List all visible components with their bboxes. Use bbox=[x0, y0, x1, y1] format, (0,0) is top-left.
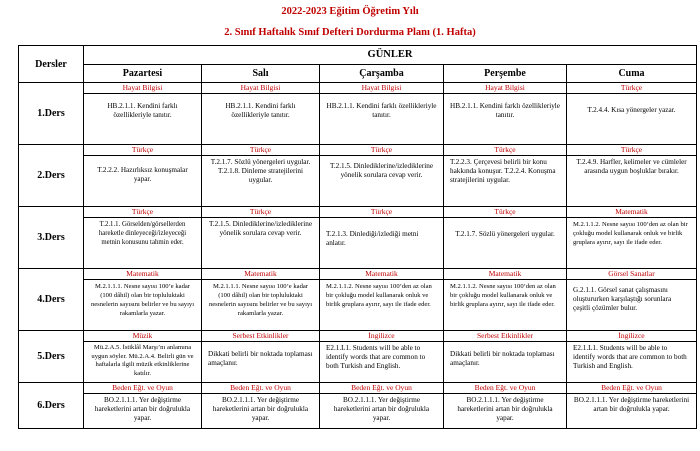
subject-label: Hayat Bilgisi bbox=[444, 83, 566, 94]
subject-label: Türkçe bbox=[444, 207, 566, 218]
plan-cell bbox=[320, 83, 444, 145]
objective-text: BO.2.1.1.1. Yer değiştirme hareketlerini artan bir doğrulukla yapar. bbox=[94, 396, 191, 422]
subject-label: Matematik bbox=[444, 269, 566, 280]
subject-label: Matematik bbox=[84, 269, 201, 280]
subject-label: Hayat Bilgisi bbox=[320, 83, 443, 94]
objective-text: T.2.1.5. Dinlediklerine/izlediklerine yönelik sorulara cevap verir. bbox=[329, 162, 434, 179]
objective-text: BO.2.1.1.1. Yer değiştirme hareketlerini artan bir doğrulukla yapar. bbox=[573, 396, 690, 413]
subject-label: Müzik bbox=[84, 331, 201, 342]
objective-text: M.2.1.1.2. Nesne sayısı 100’den az olan bir çokluğu model kullanarak onluk ve birlik gruplara ayırır, sayı ile ifade eder. bbox=[573, 221, 688, 246]
objective-text: Mü.2.A.5. İstiklâl Marşı’nı anlamına uygun söyler. Mü.2.A.4. Belirli gün ve haftalarla ilgili müzik etkinliklerine katılır. bbox=[91, 344, 194, 377]
document-title: 2022-2023 Eğitim Öğretim Yılı bbox=[281, 6, 419, 17]
subject-label: Beden Eğt. ve Oyun bbox=[567, 383, 696, 394]
plan-cell bbox=[567, 269, 697, 331]
table-row bbox=[19, 383, 697, 429]
table-row bbox=[19, 331, 697, 383]
lesson-label: 1.Ders bbox=[19, 83, 84, 145]
lesson-label: 2.Ders bbox=[19, 145, 84, 207]
lesson-label: 3.Ders bbox=[19, 207, 84, 269]
plan-cell bbox=[320, 269, 444, 331]
plan-cell bbox=[84, 383, 202, 429]
subject-label: Türkçe bbox=[202, 145, 319, 156]
plan-cell bbox=[567, 83, 697, 145]
objective-text: BO.2.1.1.1. Yer değiştirme hareketlerini artan bir doğrulukla yapar. bbox=[457, 396, 553, 422]
weekly-plan-table bbox=[18, 45, 697, 429]
subject-label: Serbest Etkinlikler bbox=[444, 331, 566, 342]
objective-text: T.2.2.3. Çerçevesi belirli bir konu hakkında konuşur. T.2.2.4. Konuşma stratejilerini uygular. bbox=[450, 158, 556, 184]
objective-text: T.2.2.2. Hazırlıksız konuşmalar yapar. bbox=[97, 166, 188, 183]
plan-cell bbox=[567, 207, 697, 269]
subject-label: Hayat Bilgisi bbox=[202, 83, 319, 94]
plan-cell bbox=[567, 145, 697, 207]
plan-cell bbox=[444, 269, 567, 331]
plan-cell bbox=[84, 269, 202, 331]
lesson-label: 5.Ders bbox=[19, 331, 84, 383]
subject-label: Türkçe bbox=[320, 207, 443, 218]
objective-text: M.2.1.1.2. Nesne sayısı 100’den az olan bir çokluğu model kullanarak onluk ve birlik gruplara ayırır, sayı ile ifade eder. bbox=[326, 283, 432, 308]
plan-cell bbox=[202, 207, 320, 269]
subject-label: İngilizce bbox=[320, 331, 443, 342]
plan-cell bbox=[444, 331, 567, 383]
subject-label: Beden Eğt. ve Oyun bbox=[320, 383, 443, 394]
plan-cell bbox=[84, 331, 202, 383]
subject-label: Matematik bbox=[320, 269, 443, 280]
plan-cell bbox=[84, 207, 202, 269]
day-header-thursday: Perşembe bbox=[444, 64, 567, 83]
objective-text: Dikkati belirli bir noktada toplaması amaçlanır. bbox=[208, 350, 313, 367]
plan-cell bbox=[444, 383, 567, 429]
objective-text: M.2.1.1.1. Nesne sayısı 100’e kadar (100 dâhil) olan bir topluluktaki nesnelerin sayısını belirler ve bu sayıyı rakamlarla yazar. bbox=[90, 283, 195, 317]
subject-label: Beden Eğt. ve Oyun bbox=[202, 383, 319, 394]
table-row bbox=[19, 207, 697, 269]
plan-cell bbox=[202, 383, 320, 429]
plan-cell bbox=[444, 207, 567, 269]
plan-cell bbox=[444, 83, 567, 145]
subject-label: Beden Eğt. ve Oyun bbox=[84, 383, 201, 394]
objective-text: Dikkati belirli bir noktada toplaması amaçlanır. bbox=[450, 350, 555, 367]
plan-cell bbox=[320, 331, 444, 383]
subject-label: Türkçe bbox=[320, 145, 443, 156]
subject-label: Türkçe bbox=[567, 83, 696, 94]
objective-text: T.2.1.7. Sözlü yönergeleri uygular. T.2.1.8. Dinleme stratejilerini uygular. bbox=[210, 158, 311, 184]
plan-cell bbox=[567, 331, 697, 383]
plan-cell bbox=[444, 145, 567, 207]
subject-label: Matematik bbox=[567, 207, 696, 218]
plan-cell bbox=[320, 383, 444, 429]
objective-text: M.2.1.1.2. Nesne sayısı 100’den az olan bir çokluğu model kullanarak onluk ve birlik gruplara ayırır, sayı ile ifade eder. bbox=[450, 283, 556, 308]
table-row bbox=[19, 145, 697, 207]
objective-text: T.2.4.4. Kısa yönergeler yazar. bbox=[587, 106, 676, 114]
objective-text: HB.2.1.1. Kendini farklı özellikleriyle tanıtır. bbox=[107, 102, 178, 119]
day-header-friday: Cuma bbox=[567, 64, 697, 83]
plan-cell bbox=[202, 145, 320, 207]
subject-label: Beden Eğt. ve Oyun bbox=[444, 383, 566, 394]
objective-text: HB.2.1.1. Kendini farklı özellikleriyle tanıtır. bbox=[326, 102, 437, 119]
plan-cell bbox=[567, 383, 697, 429]
subject-label: Serbest Etkinlikler bbox=[202, 331, 319, 342]
objective-text: M.2.1.1.1. Nesne sayısı 100’e kadar (100 dâhil) olan bir topluluktaki nesnelerin sayısını belirler ve bu sayıyı rakamlarla yazar. bbox=[208, 283, 313, 317]
objective-text: HB.2.1.1. Kendini farklı özellikleriyle tanıtır. bbox=[450, 102, 560, 119]
lesson-label: 4.Ders bbox=[19, 269, 84, 331]
objective-text: T.2.4.9. Harfler, kelimeler ve cümleler arasında uygun boşluklar bırakır. bbox=[576, 158, 687, 175]
objective-text: HB.2.1.1. Kendini farklı özellikleriyle tanıtır. bbox=[225, 102, 296, 119]
gunler-header: GÜNLER bbox=[84, 46, 697, 65]
plan-cell bbox=[202, 331, 320, 383]
subject-label: Görsel Sanatlar bbox=[567, 269, 696, 280]
subject-label: Matematik bbox=[202, 269, 319, 280]
dersler-header: Dersler bbox=[19, 46, 84, 83]
document-subtitle: 2. Sınıf Haftalık Sınıf Defteri Dordurma Planı (1. Hafta) bbox=[224, 27, 476, 38]
objective-text: T.2.1.7. Sözlü yönergeleri uygular. bbox=[455, 230, 555, 238]
subject-label: Türkçe bbox=[444, 145, 566, 156]
plan-cell bbox=[320, 207, 444, 269]
lesson-label: 6.Ders bbox=[19, 383, 84, 429]
plan-cell bbox=[84, 83, 202, 145]
plan-cell bbox=[202, 269, 320, 331]
objective-text: E2.1.L1. Students will be able to identify words that are common to both Turkish and English. bbox=[573, 344, 687, 370]
subject-label: Türkçe bbox=[84, 207, 201, 218]
objective-text: G.2.1.1. Görsel sanat çalışmasını oluştururken karşılaştığı sorunlara çeşitli çözümler bulur. bbox=[573, 286, 672, 312]
objective-text: T.2.1.3. Dinlediği/izlediği metni anlatır. bbox=[326, 230, 419, 247]
day-header-monday: Pazartesi bbox=[84, 64, 202, 83]
subject-label: Hayat Bilgisi bbox=[84, 83, 201, 94]
day-header-wednesday: Çarşamba bbox=[320, 64, 444, 83]
objective-text: BO.2.1.1.1. Yer değiştirme hareketlerini artan bir doğrulukla yapar. bbox=[333, 396, 430, 422]
subject-label: Türkçe bbox=[84, 145, 201, 156]
objective-text: BO.2.1.1.1. Yer değiştirme hareketlerini artan bir doğrulukla yapar. bbox=[212, 396, 309, 422]
plan-cell bbox=[84, 145, 202, 207]
plan-cell bbox=[202, 83, 320, 145]
objective-text: T.2.1.5. Dinlediklerine/izlediklerine yönelik sorulara cevap verir. bbox=[208, 220, 313, 237]
table-row bbox=[19, 83, 697, 145]
objective-text: E2.1.L1. Students will be able to identify words that are common to both Turkish and English. bbox=[326, 344, 426, 370]
subject-label: Türkçe bbox=[567, 145, 696, 156]
table-row bbox=[19, 269, 697, 331]
objective-text: T.2.1.1. Görselden/görsellerden hareketle dinleyeceği/izleyeceği metnin konusunu tahmin eder. bbox=[98, 221, 187, 246]
subject-label: Türkçe bbox=[202, 207, 319, 218]
day-header-tuesday: Salı bbox=[202, 64, 320, 83]
plan-cell bbox=[320, 145, 444, 207]
subject-label: İngilizce bbox=[567, 331, 696, 342]
